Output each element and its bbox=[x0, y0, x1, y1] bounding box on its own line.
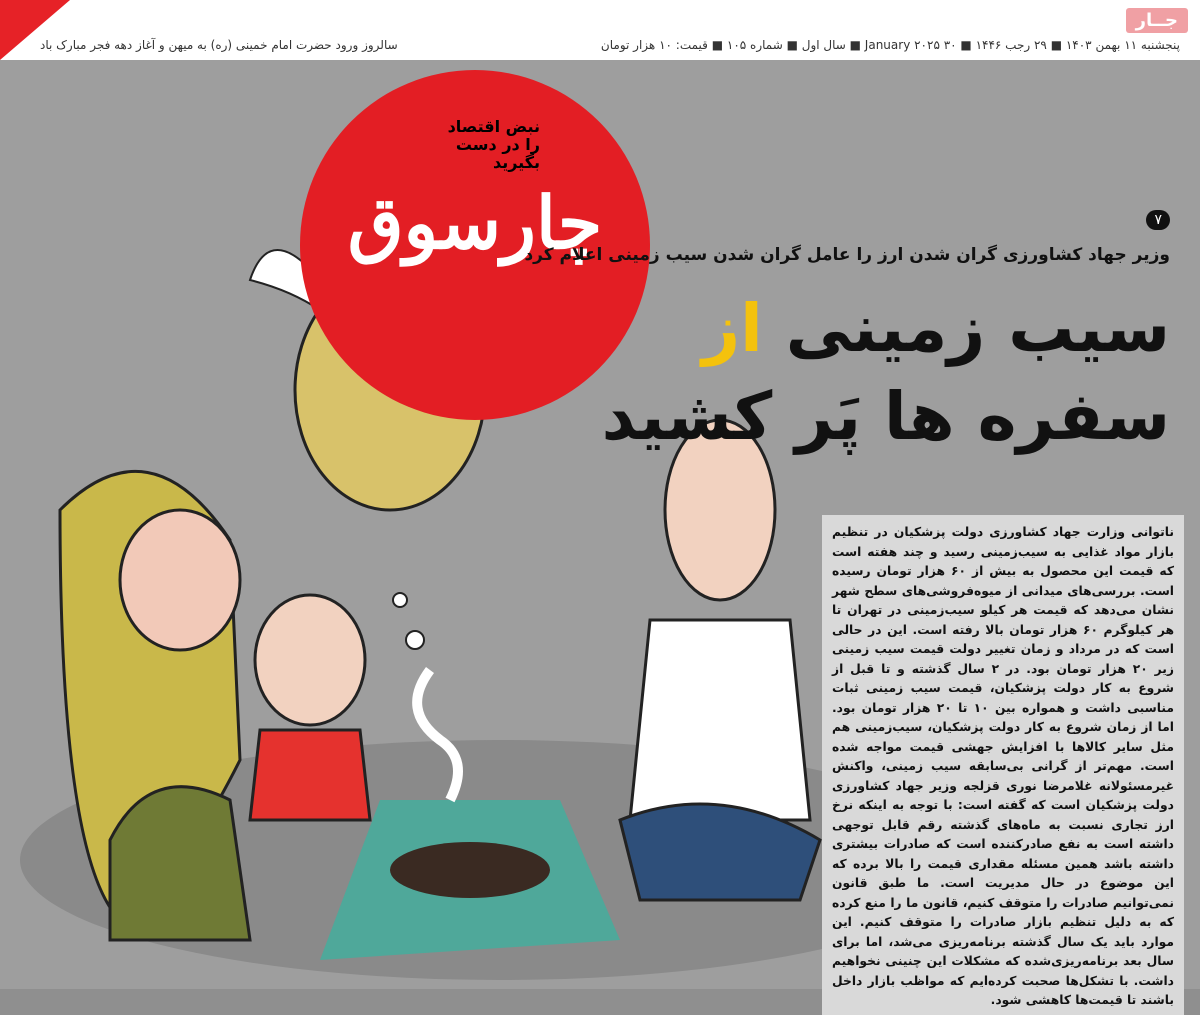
cartoon-illustration bbox=[0, 60, 1200, 1007]
headline-line1-text: سیب زمینی bbox=[785, 290, 1170, 367]
subheadline: وزیر جهاد کشاورزی گران شدن ارز را عامل گران شدن سیب زمینی اعلام کرد bbox=[524, 245, 1170, 265]
logo-tagline bbox=[420, 118, 540, 172]
headline bbox=[530, 285, 1170, 461]
logo-title: چارسوق bbox=[347, 180, 603, 265]
logo-tagline-line2: را در دست بگیرید bbox=[455, 135, 540, 172]
logo-tagline-line1: نبض اقتصاد bbox=[447, 117, 540, 136]
masthead-bar bbox=[0, 0, 1200, 60]
headline-line1 bbox=[530, 285, 1170, 373]
article-body: ناتوانی وزارت جهاد کشاورزی دولت پزشکیان در تنظیم بازار مواد غذایی به سیب‌زمینی رسید و چند هفته است که قیمت این محصول به بیش از ۶۰ هزار تومان رسیده است. بررسی‌های میدانی از میوه‌فروشی‌های سطح شهر نشان می‌دهد که قیمت هر کیلو سیب‌زمینی در تهران تا هر کیلوگرم ۶۰ هزار تومان بالا رفته است. این در حالی است که در مرداد و زمان تغییر دولت قیمت سیب زمینی زیر ۲۰ هزار تومان بود. در ۲ سال گذشته و تا قبل از شروع به کار دولت پزشکیان، قیمت سیب زمینی ثبات مناسبی داشت و همواره بین ۱۰ تا ۲۰ هزار تومان بود. اما از زمان شروع به کار دولت پزشکیان، سیب‌زمینی هم مثل سایر کالاها با افزایش جهشی قیمت مواجه شده است. مهم‌تر از گرانی بی‌سابقه سیب زمینی، واکنش غیرمسئولانه غلامرضا نوری قزلجه وزیر جهاد کشاورزی دولت پزشکیان است که گفته است: با توجه به اینکه نرخ ارز تجاری نسبت به ماه‌های گذشته رقم قابل توجهی داشته است به نفع صادرکننده است که صادرات بیشتری داشته باشد همین مسئله مقداری قیمت را بالا برده که این موضوع در حال مدیریت است. ما طبق قانون نمی‌توانیم صادرات را متوقف کنیم، قانون ما را منع کرده که به دلیل تنظیم بازار صادرات را متوقف کنیم. این موارد باید یک سال گذشته برنامه‌ریزی می‌شد، اما برای سال بعد برنامه‌ریزی‌شده که مشکلات این چنینی نخواهیم داشت. با تشکل‌ها صحبت کرده‌ایم که مواظب بازار داخل باشند تا قیمت‌ها کاهشی شود. bbox=[822, 515, 1184, 1015]
occasion-note: سالروز ورود حضرت امام خمینی (ره) به میهن و آغاز دهه فجر مبارک باد bbox=[40, 38, 398, 52]
headline-line2: سفره ها پَر کشید bbox=[601, 378, 1170, 455]
issue-info: پنجشنبه ۱۱ بهمن ۱۴۰۳ ■ ۲۹ رجب ۱۴۴۶ ■ ۳۰ January ۲۰۲۵ ■ سال اول ■ شماره ۱۰۵ ■ قیمت: ۱۰ هزار تومان bbox=[600, 38, 1180, 52]
headline-highlight: از bbox=[702, 290, 763, 367]
brand-label: جــار bbox=[1126, 8, 1188, 33]
page-number: ۷ bbox=[1146, 210, 1170, 230]
